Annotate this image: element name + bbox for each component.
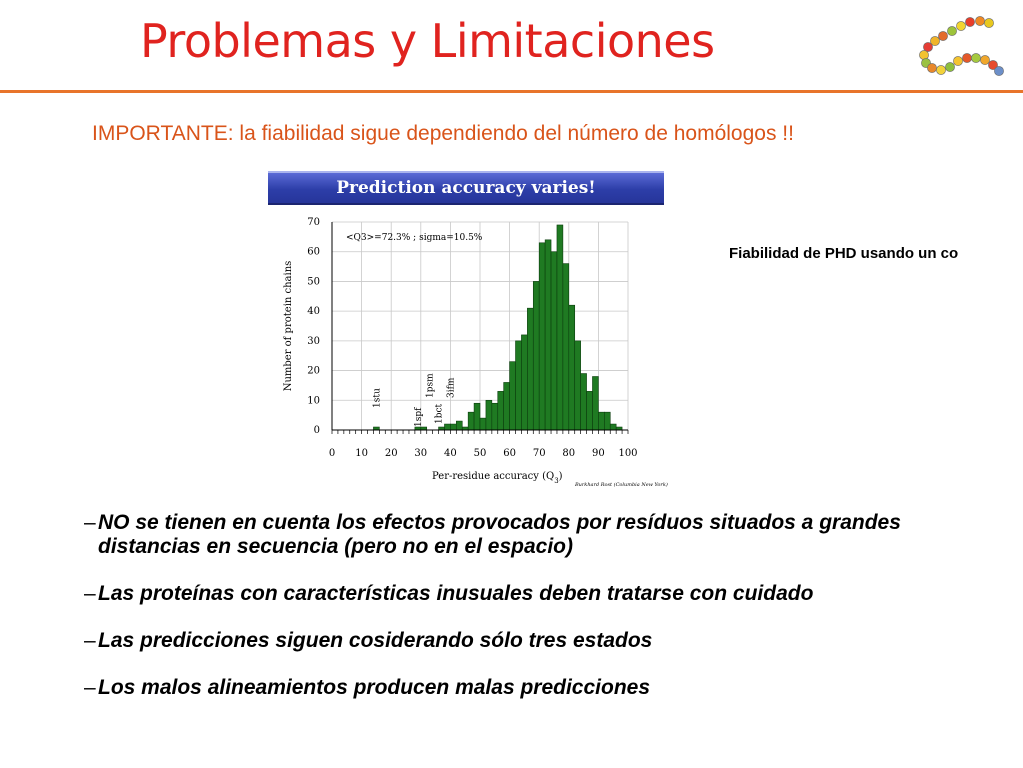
histogram-bar bbox=[450, 424, 456, 430]
histogram-bar bbox=[474, 403, 480, 430]
histogram-bar bbox=[563, 264, 569, 430]
bullet-list bbox=[84, 511, 984, 723]
x-tick-label: 50 bbox=[473, 448, 487, 459]
histogram-bar bbox=[533, 281, 539, 430]
histogram-bar bbox=[569, 305, 575, 430]
logo-bead bbox=[975, 16, 984, 25]
x-tick-label: 30 bbox=[414, 448, 428, 459]
y-tick-label: 70 bbox=[307, 217, 320, 228]
histogram-bar bbox=[492, 403, 498, 430]
x-tick-label: 40 bbox=[444, 448, 457, 459]
histogram-bar bbox=[610, 424, 616, 430]
histogram-bar bbox=[551, 252, 557, 430]
y-tick-label: 10 bbox=[307, 395, 320, 407]
x-tick-label: 0 bbox=[328, 448, 336, 459]
logo-bead bbox=[984, 18, 993, 27]
histogram-bar bbox=[575, 341, 581, 430]
histogram-bar bbox=[504, 382, 510, 430]
histogram-bar bbox=[557, 225, 563, 430]
y-tick-label: 30 bbox=[307, 335, 320, 347]
y-tick-label: 60 bbox=[307, 246, 320, 258]
x-tick-label: 90 bbox=[592, 448, 605, 459]
histogram-bar bbox=[521, 335, 527, 430]
logo-bead bbox=[919, 50, 928, 59]
y-tick-label: 20 bbox=[307, 365, 320, 377]
histogram-bar bbox=[444, 424, 450, 430]
sequence-chain-logo-icon bbox=[908, 14, 1008, 78]
bullet-item bbox=[84, 511, 984, 559]
histogram-bar bbox=[592, 377, 598, 430]
histogram-bar bbox=[486, 400, 492, 430]
x-tick-label: 20 bbox=[384, 448, 398, 459]
title-divider bbox=[0, 90, 1023, 93]
logo-bead bbox=[945, 62, 954, 71]
stats-annotation: <Q3>=72.3% ; sigma=10.5% bbox=[346, 232, 483, 243]
chart-credit: Burkhard Rost (Columbia New York) bbox=[575, 482, 668, 488]
logo-bead bbox=[953, 56, 962, 65]
x-tick-label: 100 bbox=[618, 448, 638, 459]
bullet-text: Las predicciones siguen cosiderando sólo tres estados bbox=[98, 629, 653, 652]
bullet-item bbox=[84, 629, 984, 653]
x-axis-label: Per-residue accuracy $(Q_3)$ bbox=[432, 471, 563, 485]
bullet-dash: – bbox=[84, 582, 96, 605]
bullet-dash: – bbox=[84, 511, 96, 534]
bullet-dash: – bbox=[84, 629, 96, 652]
histogram-bar bbox=[468, 412, 474, 430]
bullet-text: Los malos alineamientos producen malas predicciones bbox=[98, 676, 651, 699]
logo-bead bbox=[956, 21, 965, 30]
logo-bead bbox=[971, 53, 980, 62]
pdb-label: 1psm bbox=[425, 373, 436, 398]
accuracy-histogram bbox=[270, 208, 670, 498]
bullet-item bbox=[84, 582, 984, 606]
histogram-bar bbox=[581, 374, 587, 430]
x-tick-label: 70 bbox=[532, 448, 546, 459]
logo-bead bbox=[947, 26, 956, 35]
side-note: Fiabilidad de PHD usando un co bbox=[729, 245, 959, 262]
logo-bead bbox=[938, 31, 947, 40]
histogram-bar bbox=[498, 391, 504, 430]
y-axis-label: Number of protein chains bbox=[283, 260, 294, 392]
logo-bead bbox=[962, 53, 971, 62]
histogram-bar bbox=[598, 412, 604, 430]
histogram-bar bbox=[510, 362, 516, 430]
chart-banner-text: Prediction accuracy varies! bbox=[336, 178, 596, 198]
y-tick-label: 40 bbox=[307, 306, 320, 318]
chart-banner bbox=[268, 171, 664, 205]
pdb-label: 1stu bbox=[372, 388, 383, 408]
x-tick-label: 80 bbox=[562, 448, 576, 459]
important-note: IMPORTANTE: la fiabilidad sigue dependiendo del número de homólogos !! bbox=[92, 122, 794, 145]
logo-bead bbox=[936, 65, 945, 74]
pdb-label: 3ifm bbox=[446, 377, 457, 398]
logo-bead bbox=[927, 63, 936, 72]
histogram-bar bbox=[456, 421, 462, 430]
pdb-label: 1spf bbox=[413, 407, 424, 427]
histogram-bar bbox=[545, 240, 551, 430]
logo-bead bbox=[980, 55, 989, 64]
logo-bead bbox=[965, 17, 974, 26]
y-tick-label: 50 bbox=[307, 276, 320, 288]
histogram-bar bbox=[480, 418, 486, 430]
histogram-bar bbox=[516, 341, 522, 430]
pdb-label: 1bct bbox=[434, 403, 445, 424]
histogram-bar bbox=[587, 391, 593, 430]
y-tick-label: 0 bbox=[313, 425, 320, 436]
x-tick-label: 60 bbox=[503, 448, 516, 459]
bullet-text: NO se tienen en cuenta los efectos provocados por resíduos situados a grandes distancias en secuencia (pero no en el espacio) bbox=[98, 511, 901, 558]
x-tick-label: 10 bbox=[355, 448, 368, 459]
bullet-dash: – bbox=[84, 676, 96, 699]
slide-title: Problemas y Limitaciones bbox=[140, 14, 715, 68]
logo-bead bbox=[994, 66, 1003, 75]
histogram-bar bbox=[527, 308, 533, 430]
bullet-text: Las proteínas con características inusuales deben tratarse con cuidado bbox=[98, 582, 814, 605]
histogram-bar bbox=[539, 243, 545, 430]
histogram-bar bbox=[604, 412, 610, 430]
bullet-item bbox=[84, 676, 984, 700]
